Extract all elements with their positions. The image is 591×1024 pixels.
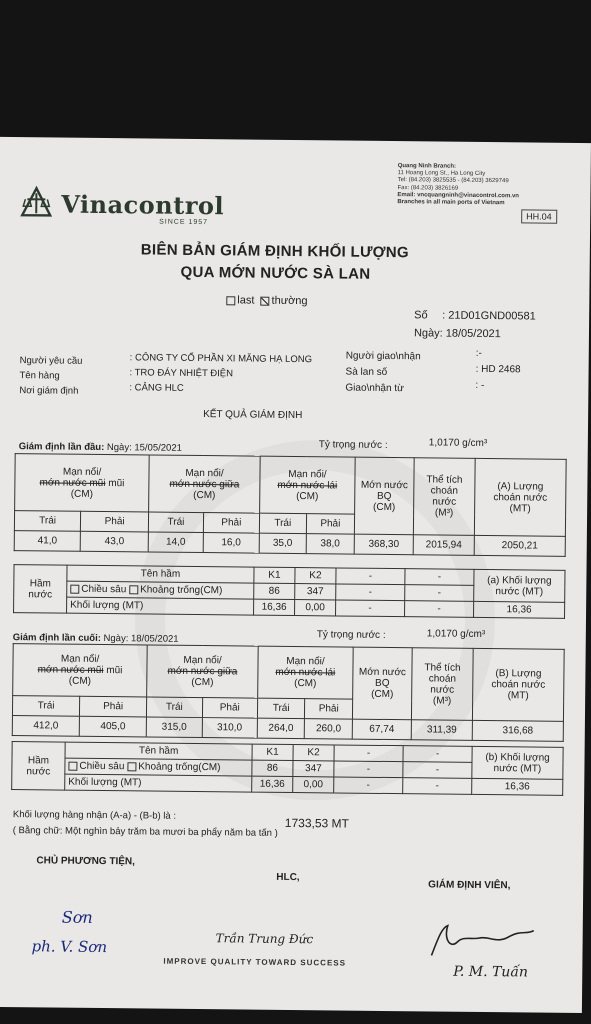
last-draft-table: [12, 643, 565, 742]
displacement-b-header: (B) Lượng choán nước (MT): [472, 648, 564, 721]
branch-line: 11 Hoang Long St., Ha Long City: [397, 170, 486, 178]
bow-header: Mạn nổi/ mớn nước mũi mũi (CM): [13, 644, 148, 697]
table-cell: -: [336, 568, 405, 585]
document-title-line2: QUA MỚN NƯỚC SÀ LAN: [180, 263, 371, 283]
table-cell: -: [403, 746, 472, 763]
table-cell: -: [405, 585, 474, 602]
tank-result-b-header: (b) Khối lượng nước (MT): [472, 746, 563, 779]
displacement-a-header: (A) Lượng choán nước (MT): [474, 458, 566, 536]
so-label: Số: [414, 309, 428, 322]
document-title-line1: BIÊN BẢN GIÁM ĐỊNH KHỐI LƯỢNG: [140, 241, 410, 262]
document-page: [0, 137, 591, 1013]
logo-name: Vinacontrol: [61, 189, 225, 221]
option-normal: thường: [271, 294, 308, 308]
first-draft-table: [14, 453, 567, 557]
checkbox-normal-checked-icon[interactable]: [261, 296, 270, 305]
tank-name-header: Tên hầm: [67, 565, 254, 583]
tank-label: Hầm nước: [12, 742, 65, 791]
inspector-label: GIÁM ĐỊNH VIÊN,: [428, 879, 511, 892]
stern-header: Mạn nổi/ mớn nước lái (CM): [259, 456, 355, 514]
table-cell: -: [336, 584, 405, 601]
col-right: Phải: [202, 698, 258, 719]
table-cell: -: [334, 761, 403, 778]
result-heading: KẾT QUẢ GIÁM ĐỊNH: [203, 409, 303, 422]
first-date: Ngày: 15/05/2021: [106, 442, 182, 454]
so-value: : 21D01GND00581: [442, 309, 536, 323]
col-left: Trái: [257, 698, 305, 718]
depth-label: Chiều sâu Khoảng trống(CM): [67, 581, 254, 599]
motto: IMPROVE QUALITY TOWARD SUCCESS: [163, 956, 347, 968]
table-cell: -: [403, 762, 472, 779]
summary-words: ( Bằng chữ: Một nghìn bảy trăm ba mươi ba phẩy năm ba tấn ): [12, 825, 278, 839]
col-right: Phải: [80, 696, 147, 717]
weight-label: Khối lượng (MT): [65, 774, 252, 792]
table-cell: -: [334, 745, 403, 762]
table-cell: 38,0: [306, 534, 354, 555]
table-cell: 0,00: [295, 600, 336, 616]
info-label: Tên hàng: [19, 370, 60, 382]
table-cell: 264,0: [257, 718, 305, 738]
last-tank-table: [11, 741, 563, 796]
table-cell: 368,30: [354, 534, 413, 555]
table-cell: -: [403, 778, 472, 795]
info-label: Nơi giám định: [19, 385, 79, 397]
checkbox-last[interactable]: [226, 296, 235, 305]
mid-header: Mạn nổi/ mớn nước giữa (CM): [149, 455, 260, 513]
first-density-label: Tỷ trọng nước :: [318, 439, 388, 451]
branch-info: [397, 163, 519, 207]
depth-label: Chiều sâu Khoảng trống(CM): [65, 758, 252, 776]
table-cell: 347: [295, 584, 336, 600]
report-date: Ngày: 18/05/2021: [413, 327, 501, 341]
table-cell: 412,0: [12, 716, 79, 737]
first-tank-table: [13, 564, 565, 619]
table-cell: 260,0: [305, 719, 353, 739]
table-cell: 16,0: [203, 533, 259, 554]
col-left: Trái: [259, 513, 306, 533]
option-last: last: [237, 294, 255, 307]
k2-header: K2: [295, 568, 336, 584]
info-value: : -: [475, 379, 485, 391]
tank-name-header: Tên hầm: [65, 742, 252, 760]
table-cell: -: [405, 569, 474, 586]
first-density-value: 1,0170 g/cm³: [428, 437, 488, 450]
first-label: Giám định lần đầu:: [18, 441, 105, 454]
col-left: Trái: [149, 512, 204, 533]
tank-label: Hầm nước: [14, 565, 67, 614]
info-value: : CẢNG HLC: [129, 382, 184, 394]
owner-signature: Sơn: [61, 907, 93, 927]
table-cell: 316,68: [472, 720, 563, 741]
branch-line: Fax: (84.203) 3826169: [397, 184, 459, 192]
table-cell: 86: [252, 760, 293, 776]
info-label: Người yêu cầu: [19, 355, 83, 367]
table-cell: 43,0: [80, 531, 148, 552]
branch-line: Email: vncquangninh@vinacontrol.com.vn: [397, 191, 520, 200]
info-label: Giao\nhận từ: [345, 382, 404, 395]
type-options: [226, 294, 307, 307]
first-inspection-label: [19, 441, 182, 454]
k2-header: K2: [293, 745, 334, 761]
owner-label: CHỦ PHƯƠNG TIỆN,: [36, 855, 135, 868]
bow-header: Mạn nổi/ mớn nước mũi mũi (CM): [15, 454, 150, 512]
info-value: : CÔNG TY CỔ PHẦN XI MĂNG HẠ LONG: [129, 352, 313, 366]
table-cell: 347: [293, 761, 334, 777]
col-right: Phải: [203, 513, 259, 534]
tank-result-a-value: 16,36: [474, 601, 565, 618]
branch-line: Tel: (84.203) 3825535 - (84.203) 3629749: [397, 177, 509, 185]
col-right: Phải: [81, 511, 149, 532]
table-cell: 16,36: [254, 599, 295, 615]
last-label: Giám định lần cuối:: [12, 632, 101, 644]
info-value: : TRO ĐÁY NHIỆT ĐIỆN: [129, 367, 234, 380]
col-left: Trái: [147, 697, 203, 718]
tank-result-a-header: (a) Khối lượng nước (MT): [474, 569, 565, 602]
owner-signature-name: ph. V. Sơn: [31, 937, 108, 957]
summary-label: Khối lượng hàng nhận (A-a) - (B-b) là :: [12, 809, 177, 822]
last-date: Ngày: 18/05/2021: [103, 633, 179, 645]
table-cell: 0,00: [293, 777, 334, 793]
table-cell: 67,74: [352, 719, 411, 740]
table-cell: 2015,94: [413, 535, 474, 556]
k1-header: K1: [252, 744, 293, 760]
info-label: Sà lan số: [345, 366, 388, 378]
info-value: : HD 2468: [475, 363, 521, 376]
logo-since: SINCE 1957: [159, 218, 209, 227]
table-cell: 311,39: [411, 720, 472, 741]
stern-header: Mạn nổi/ mớn nước lái (CM): [258, 646, 354, 699]
table-cell: 41,0: [14, 531, 80, 552]
table-cell: 86: [254, 583, 295, 599]
hlc-label: HLC,: [276, 871, 300, 884]
col-right: Phải: [306, 514, 354, 535]
info-label: Người giao\nhận: [345, 350, 421, 363]
table-cell: 2050,21: [474, 535, 565, 556]
summary-value: 1733,53 MT: [284, 815, 349, 831]
table-cell: -: [334, 777, 403, 794]
table-cell: -: [336, 600, 405, 617]
weight-label: Khối lượng (MT): [67, 597, 254, 615]
table-cell: 35,0: [259, 533, 306, 553]
table-cell: 405,0: [79, 716, 146, 737]
volume-header: Thể tích choán nước (M³): [413, 458, 475, 536]
table-cell: 14,0: [148, 532, 203, 553]
branch-line: Branches in all main ports of Vietnam: [397, 199, 505, 207]
col-right: Phải: [305, 699, 353, 719]
k1-header: K1: [254, 567, 295, 583]
volume-header: Thể tích choán nước (M³): [411, 648, 473, 721]
branch-line: Quang Ninh Branch:: [397, 163, 457, 170]
inspector-signature: P. M. Tuấn: [453, 963, 529, 981]
mid-header: Mạn nổi/ mớn nước giữa (CM): [147, 645, 258, 698]
table-cell: 16,36: [252, 776, 293, 792]
inspector-signature-stroke: [427, 919, 537, 960]
mean-draft-header: Mớn nước BQ (CM): [354, 457, 414, 535]
hlc-signature: Trần Trung Đức: [215, 931, 314, 947]
form-code: HH.04: [521, 209, 557, 223]
table-cell: -: [405, 601, 474, 618]
mean-draft-header: Mớn nước BQ (CM): [352, 647, 412, 720]
last-density-value: 1,0170 g/cm³: [426, 628, 486, 641]
tank-result-b-value: 16,36: [472, 778, 563, 795]
col-left: Trái: [12, 696, 79, 717]
table-cell: 315,0: [146, 717, 202, 738]
col-left: Trái: [14, 511, 80, 532]
table-cell: 310,0: [202, 718, 258, 739]
last-density-label: Tỷ trọng nước :: [316, 629, 386, 641]
info-value: :-: [475, 347, 482, 359]
scale-logo-icon: [19, 185, 53, 219]
